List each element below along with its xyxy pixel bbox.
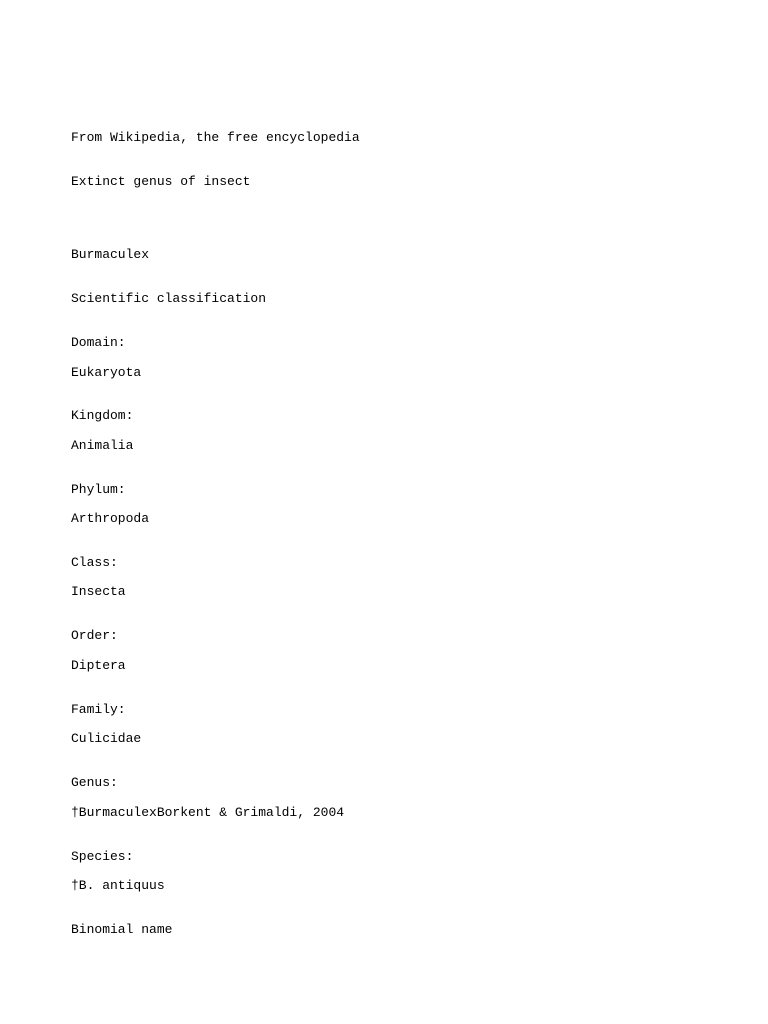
rank-value-species: †B. antiquus xyxy=(71,878,165,893)
rank-label-species: Species: xyxy=(71,849,134,864)
rank-label-kingdom: Kingdom: xyxy=(71,408,134,423)
binomial-name-heading: Binomial name xyxy=(71,922,173,937)
classification-heading: Scientific classification xyxy=(71,291,267,306)
rank-label-genus: Genus: xyxy=(71,775,118,790)
rank-value-order[interactable]: Diptera xyxy=(71,658,126,673)
rank-value-domain[interactable]: Eukaryota xyxy=(71,365,142,380)
rank-value-genus[interactable]: †BurmaculexBorkent & Grimaldi, 2004 xyxy=(71,805,345,820)
rank-value-family[interactable]: Culicidae xyxy=(71,731,142,746)
short-description: Extinct genus of insect xyxy=(71,174,251,189)
rank-value-kingdom[interactable]: Animalia xyxy=(71,438,134,453)
rank-label-phylum: Phylum: xyxy=(71,482,126,497)
taxobox-title: Burmaculex xyxy=(71,247,150,262)
rank-value-class[interactable]: Insecta xyxy=(71,584,126,599)
rank-label-class: Class: xyxy=(71,555,118,570)
tagline: From Wikipedia, the free encyclopedia xyxy=(71,130,360,145)
rank-label-domain: Domain: xyxy=(71,335,126,350)
rank-label-order: Order: xyxy=(71,628,118,643)
rank-label-family: Family: xyxy=(71,702,126,717)
rank-value-phylum[interactable]: Arthropoda xyxy=(71,511,150,526)
